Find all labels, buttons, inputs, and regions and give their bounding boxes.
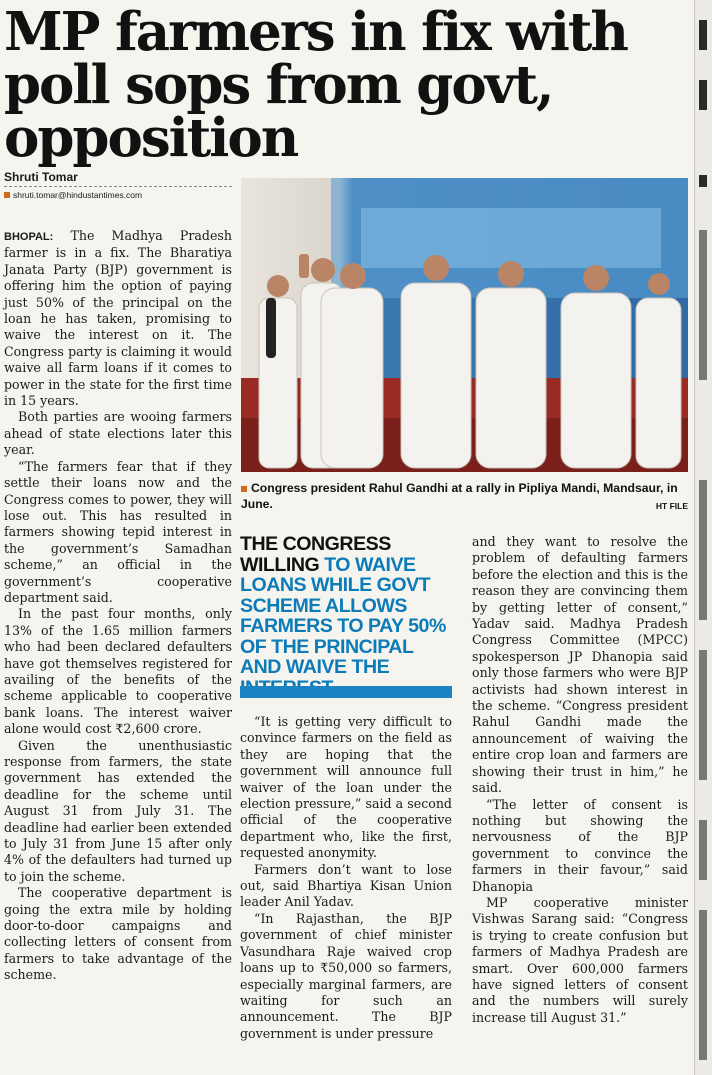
photo-credit: HT FILE [655,501,688,511]
photo-caption-text: Congress president Rahul Gandhi at a rally in Pipliya Mandi, Mandsaur, in June. [241,481,678,511]
pull-quote [240,534,452,698]
paragraph: “The letter of consent is nothing but showing the nervousness of the BJP government to convince the farmers in their favour,” said Dhanopia [472,796,688,894]
article-column-2 [240,714,452,1042]
paragraph: Both parties are wooing farmers ahead of state elections later this year. [4,409,232,458]
rally-photo [241,178,688,472]
paragraph: and they want to resolve the problem of defaulting farmers before the election and this is the reason they are convincing them by getting letter of consent,” Yadav said. Madhya Pradesh Congress Committee (MPCC) spokesperson JP Dhanopia said only those farmers who were BJP activists had shown interest in the scheme. “Congress president Rahul Gandhi made the announcement of waiving the entire crop loan and farmers are showing their trust in him,” he said. [472,534,688,796]
rally-photo-illustration [241,178,688,472]
byline-rule [4,186,232,187]
byline-author: Shruti Tomar [4,170,78,184]
adjacent-page-edge [694,0,712,1075]
paragraph: “It is getting very difficult to convince farmers on the field as they are hoping that the government will announce full waiver of the loan under the election pressure,” said a second official of the cooperative department who, like the first, requested anonymity. [240,714,452,861]
paragraph: “The farmers fear that if they settle their loans now and the Congress comes to power, they will lose out. This has resulted in farmers showing tepid interest in the government’s Samadhan scheme,” an official in the government’s cooperative department said. [4,458,232,605]
paragraph: The cooperative department is going the extra mile by holding door-to-door campaigns and collecting letters of consent from farmers to take advantage of the scheme. [4,885,232,983]
headline: MP farmers in fix with poll sops from govt, opposition [4,1,627,169]
photo-caption [241,480,688,512]
paragraph: Farmers don’t want to lose out, said Bhartiya Kisan Union leader Anil Yadav. [240,861,452,910]
pull-quote-lead: THE CONGRESS WILLING [240,533,391,576]
byline [4,170,232,200]
bullet-square-icon [241,486,247,492]
article-column-3 [472,534,688,1026]
pull-quote-bar [240,686,452,698]
byline-email-row [4,190,232,200]
pull-quote-rest: TO WAIVE LOANS WHILE GOVT SCHEME ALLOWS FARMERS TO PAY 50% OF THE PRINCIPAL AND WAIVE THE [240,553,446,678]
paragraph: MP cooperative minister Vishwas Sarang said: “Congress is trying to create confusion but farmers of Madhya Pradesh are smart. Over 600,000 farmers have signed letters of consent and the numbers will surely increase till August 31.” [472,894,688,1025]
article-column-1 [4,228,232,984]
paragraph: Given the unenthusiastic response from farmers, the state government has extended the deadline for the scheme until August 31 from July 31. The deadline had earlier been extended to July 31 from June 15 after only 4% of the defaulters had turned up to join the scheme. [4,737,232,884]
dateline: BHOPAL: [4,231,54,243]
byline-email[interactable]: shruti.tomar@hindustantimes.com [13,190,143,200]
paragraph: BHOPAL: The Madhya Pradesh farmer is in a fix. The Bharatiya Janata Party (BJP) government is offering him the option of paying just 50% of the principal on the loan he has taken, promising to waive the interest on it. The Congress party is claiming it would waive all farm loans if it comes to power in the state for the first time in 15 years. [4,228,232,409]
paragraph: “In Rajasthan, the BJP government of chief minister Vasundhara Raje waived crop loans up to ₹50,000 so farmers, especially marginal farmers, are waiting for such an announcement. The BJP government is under pressure [240,910,452,1041]
paragraph: In the past four months, only 13% of the 1.65 million farmers who had been declared defaulters have got themselves registered for availing of the benefits of the scheme applicable to cooperative bank loans. The interest waiver alone would cost ₹2,600 crore. [4,606,232,737]
bullet-square-icon [4,192,10,198]
